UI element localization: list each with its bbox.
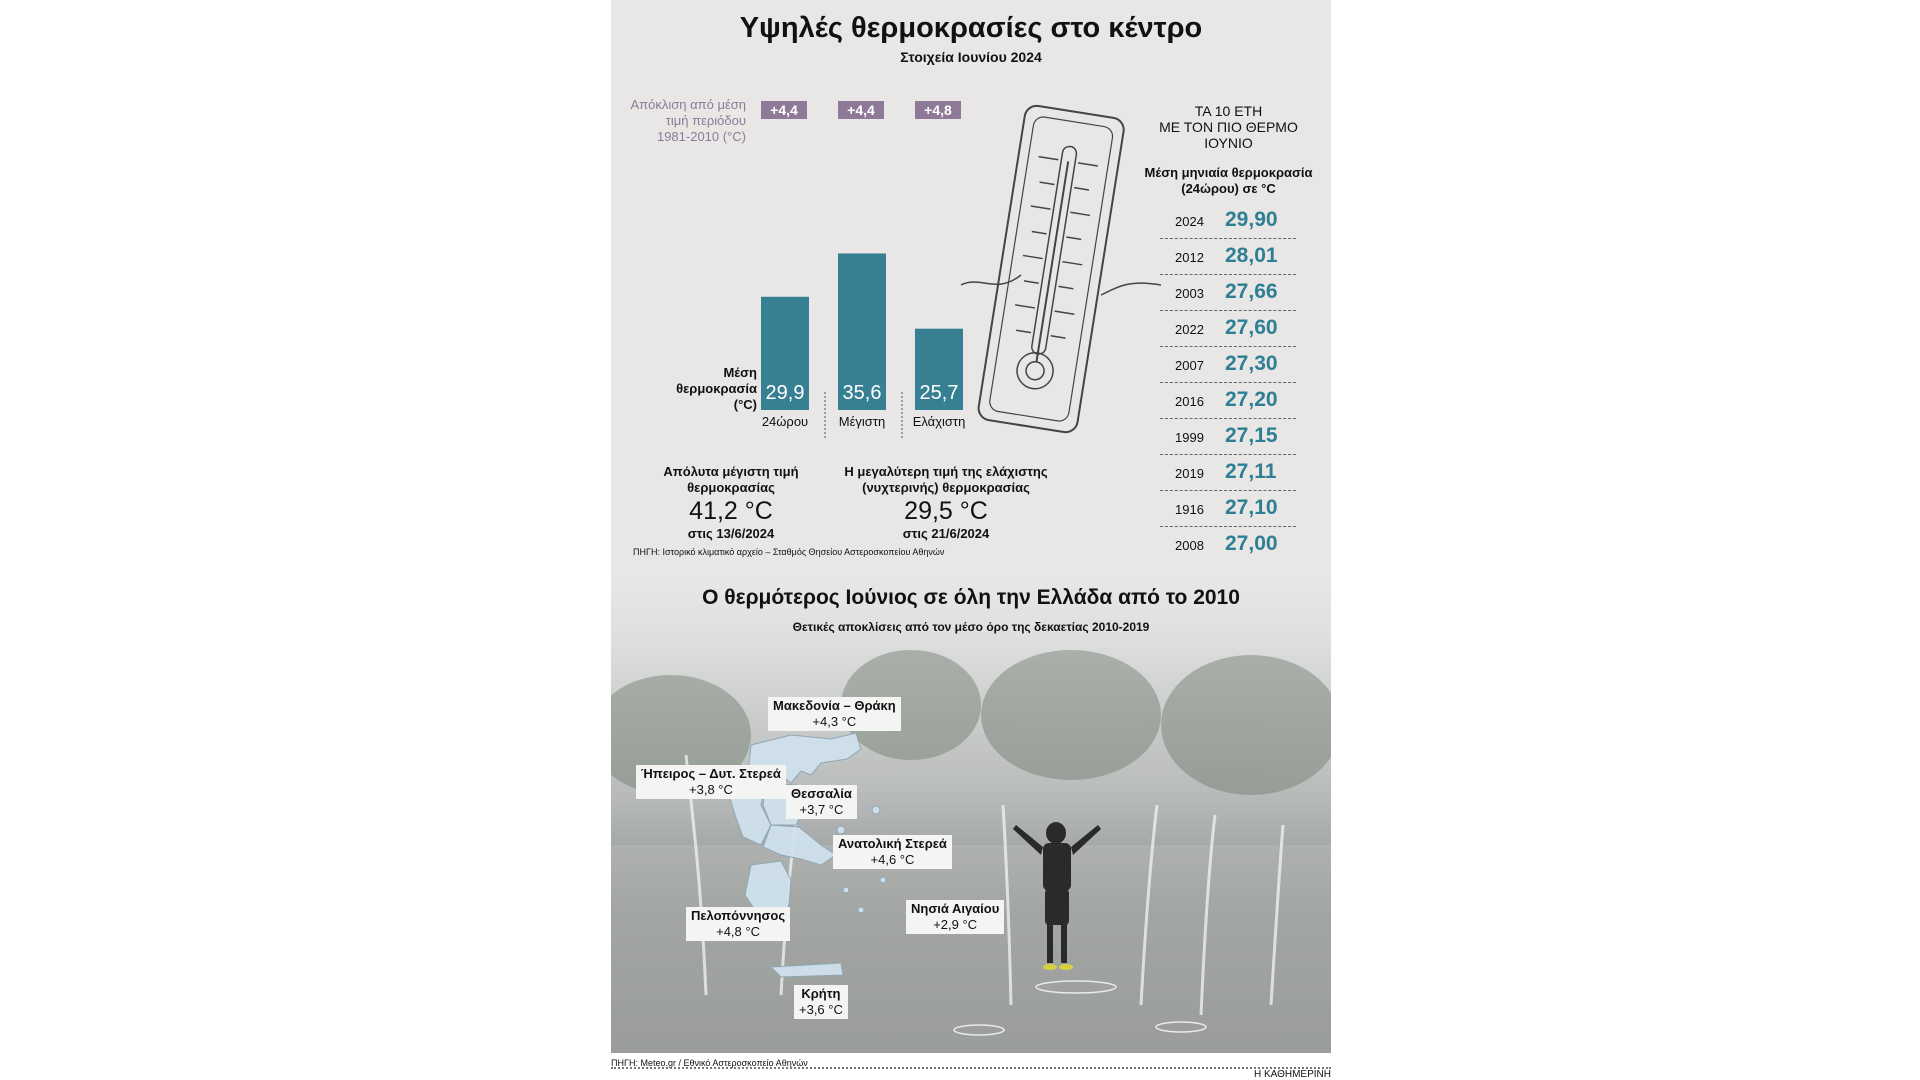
- deviation-legend-line: 1981-2010 (°C): [656, 129, 746, 144]
- region-name: Θεσσαλία: [791, 786, 852, 801]
- ranking-year: 2019: [1175, 466, 1204, 481]
- y-axis-label-line: θερμοκρασία: [676, 381, 757, 396]
- infographic: [611, 0, 1331, 1080]
- deviation-legend-line: Απόκλιση από μέση: [630, 97, 746, 112]
- ranking-subtitle: [1141, 165, 1316, 197]
- ranking-row: [1160, 418, 1296, 455]
- ranking-temp: 29,90: [1225, 208, 1278, 231]
- map-title: Ο θερμότερος Ιούνιος σε όλη την Ελλάδα από το 2010: [702, 586, 1240, 609]
- source-note: ΠΗΓΗ: Ιστορικό κλιματικό αρχείο – Σταθμός Θησείου Αστεροσκοπείου Αθηνών: [633, 547, 945, 557]
- region-name: Κρήτη: [801, 986, 841, 1001]
- footer-source: ΠΗΓΗ: Meteo.gr / Εθνικό Αστεροσκοπείο Αθηνών: [611, 1058, 808, 1068]
- ranking-row: [1160, 454, 1296, 491]
- region-name: Μακεδονία – Θράκη: [773, 698, 896, 713]
- ranking-subtitle-line: Μέση μηνιαία θερμοκρασία: [1144, 165, 1313, 180]
- ranking-row: [1160, 274, 1296, 311]
- region-value: +4,6 °C: [870, 852, 915, 867]
- region-value: +3,8 °C: [689, 782, 733, 797]
- deviation-badge: +4,4: [838, 101, 884, 119]
- bar-category-label: 24ώρου: [761, 414, 809, 429]
- bar-value-label: 35,6: [842, 382, 882, 404]
- ranking-temp: 27,15: [1225, 424, 1278, 447]
- region-name: Πελοπόννησος: [691, 908, 786, 923]
- min-temp-stat: [821, 464, 1071, 541]
- ranking-year: 2008: [1175, 538, 1204, 553]
- max-temp-value: 41,2 °C: [689, 497, 773, 525]
- region-label-kriti: [794, 985, 848, 1019]
- region-value: +4,3 °C: [812, 714, 857, 729]
- y-axis-label-line: Μέση: [723, 365, 757, 380]
- top-panel: [611, 0, 1331, 575]
- main-title: Υψηλές θερμοκρασίες στο κέντρο: [739, 12, 1203, 44]
- max-temp-label: θερμοκρασίας: [687, 480, 775, 495]
- region-label-peloponnisos: [686, 907, 790, 941]
- ranking-title-line: ΤΑ 10 ΕΤΗ: [1194, 103, 1263, 119]
- bar-value-label: 29,9: [765, 382, 805, 404]
- ranking-temp: 27,30: [1225, 352, 1278, 375]
- region-label-anatoliki-sterea: [833, 835, 952, 869]
- ranking-temp: 27,20: [1225, 388, 1278, 411]
- ranking-year: 2022: [1175, 322, 1204, 337]
- ranking-subtitle-line: (24ώρου) σε °C: [1181, 181, 1276, 196]
- min-temp-label: Η μεγαλύτερη τιμή της ελάχιστης: [844, 464, 1048, 479]
- main-subtitle: Στοιχεία Ιουνίου 2024: [900, 49, 1042, 65]
- deviation-legend-line: τιμή περιόδου: [665, 113, 746, 128]
- footer-divider: [611, 1067, 1331, 1069]
- region-name: Νησιά Αιγαίου: [911, 901, 1000, 916]
- ranking-title-line: ΙΟΥΝΙΟ: [1204, 135, 1253, 151]
- region-value: +3,6 °C: [799, 1002, 843, 1017]
- ranking-temp: 27,60: [1225, 316, 1278, 339]
- ranking-year: 2024: [1175, 214, 1204, 229]
- ranking-temp: 27,00: [1225, 532, 1278, 555]
- region-name: Ανατολική Στερεά: [838, 836, 947, 851]
- ranking-year: 2012: [1175, 250, 1204, 265]
- max-temp-stat: [631, 464, 831, 541]
- ranking-year: 2007: [1175, 358, 1204, 373]
- region-value: +2,9 °C: [933, 917, 978, 932]
- region-label-makedonia-thraki: [768, 697, 901, 731]
- max-temp-label: Απόλυτα μέγιστη τιμή: [663, 464, 799, 479]
- map-subtitle: Θετικές αποκλίσεις από τον μέσο όρο της δεκαετίας 2010-2019: [792, 620, 1150, 634]
- map-panel: [611, 575, 1331, 1053]
- region-label-ipeiros: [636, 765, 786, 799]
- ranking-row: [1160, 490, 1296, 527]
- ranking-year: 2016: [1175, 394, 1204, 409]
- region-name: Ήπειρος – Δυτ. Στερεά: [641, 766, 781, 781]
- ranking-title-line: ΜΕ ΤΟΝ ΠΙΟ ΘΕΡΜΟ: [1159, 119, 1298, 135]
- ranking-row: [1160, 310, 1296, 347]
- ranking-temp: 27,10: [1225, 496, 1278, 519]
- ranking-title: [1156, 103, 1301, 151]
- bar-value-label: 25,7: [919, 382, 959, 404]
- footer-brand: Η ΚΑΘΗΜΕΡΙΝΗ: [1253, 1069, 1331, 1080]
- min-temp-value: 29,5 °C: [904, 497, 988, 525]
- region-value: +3,7 °C: [799, 802, 844, 817]
- y-axis-label-line: (°C): [733, 397, 757, 412]
- ranking-row: [1160, 382, 1296, 419]
- max-temp-date: στις 13/6/2024: [687, 526, 775, 541]
- bar-category-label: Μέγιστη: [838, 414, 886, 429]
- deviation-badge: +4,4: [761, 101, 807, 119]
- ranking-temp: 27,66: [1225, 280, 1278, 303]
- ranking-row: [1160, 526, 1296, 562]
- ranking-row: [1160, 238, 1296, 275]
- ranking-year: 1916: [1175, 502, 1204, 517]
- ranking-row: [1160, 346, 1296, 383]
- ranking-year: 2003: [1175, 286, 1204, 301]
- region-label-aigaio: [906, 900, 1004, 934]
- ranking-temp: 28,01: [1225, 244, 1278, 267]
- ranking-row: [1160, 202, 1296, 239]
- bar-category-label: Ελάχιστη: [912, 414, 966, 429]
- region-label-thessalia: [786, 785, 857, 819]
- min-temp-date: στις 21/6/2024: [902, 526, 990, 541]
- deviation-badge: +4,8: [915, 101, 961, 119]
- ranking-temp: 27,11: [1225, 460, 1277, 483]
- ranking-year: 1999: [1175, 430, 1204, 445]
- min-temp-label: (νυχτερινής) θερμοκρασίας: [862, 480, 1030, 495]
- thermometer-icon: [951, 100, 1171, 440]
- region-value: +4,8 °C: [716, 924, 760, 939]
